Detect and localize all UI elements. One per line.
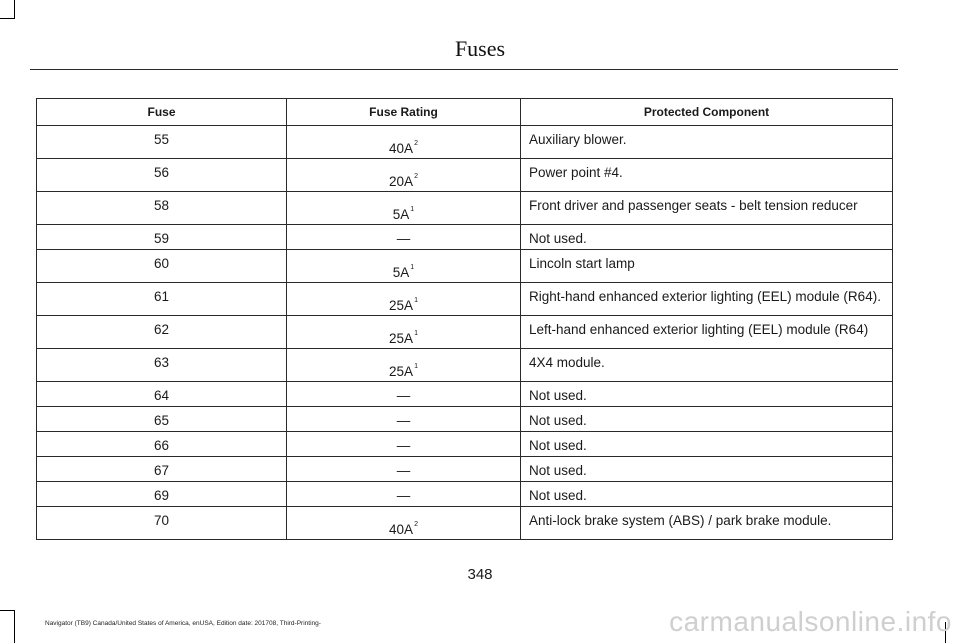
fuse-number: 63 — [153, 355, 170, 370]
table-row — [37, 482, 893, 507]
table-row — [37, 250, 893, 283]
protected-component-cell — [521, 126, 893, 159]
protected-component-cell — [521, 382, 893, 407]
fuse-number-cell — [37, 382, 287, 407]
fuse-number: 59 — [153, 231, 170, 246]
protected-component-cell — [521, 283, 893, 316]
fuse-number: 64 — [153, 388, 170, 403]
fuse-rating-cell — [287, 432, 521, 457]
table-row — [37, 283, 893, 316]
fuse-rating-cell — [287, 457, 521, 482]
column-header-protected-component: Protected Component — [521, 99, 893, 126]
table-row — [37, 225, 893, 250]
footnote-marker: 1 — [410, 206, 415, 213]
table-row — [37, 432, 893, 457]
fuse-number: 65 — [153, 413, 170, 428]
fuse-number: 62 — [153, 322, 170, 337]
fuse-rating-cell — [287, 382, 521, 407]
fuse-rating: — — [396, 231, 411, 246]
fuse-number-cell — [37, 432, 287, 457]
fuse-rating: 5A — [392, 207, 410, 222]
protected-component: Not used. — [529, 488, 587, 503]
column-header-fuse: Fuse — [37, 99, 287, 126]
protected-component: Not used. — [529, 463, 587, 478]
fuse-number: 58 — [153, 198, 170, 213]
fuse-rating-cell — [287, 225, 521, 250]
fuse-rating-cell — [287, 283, 521, 316]
footnote-marker: 1 — [414, 363, 418, 370]
table-row — [37, 507, 893, 540]
fuse-number: 60 — [153, 256, 170, 271]
protected-component: Not used. — [529, 388, 587, 403]
footnote-marker: 2 — [414, 173, 418, 180]
crop-mark-bottom-left-v — [14, 610, 15, 643]
fuse-rating-cell — [287, 507, 521, 540]
protected-component: Lincoln start lamp — [529, 256, 635, 271]
protected-component-cell — [521, 507, 893, 540]
protected-component: Left-hand enhanced exterior lighting (EEL) module (R64) — [529, 322, 869, 337]
table-row — [37, 349, 893, 382]
table-header-row — [37, 99, 893, 126]
fuse-rating: — — [396, 488, 411, 503]
protected-component-cell — [521, 349, 893, 382]
fuse-rating-cell — [287, 250, 521, 283]
protected-component: Front driver and passenger seats - belt tension reducer — [529, 198, 858, 213]
table-row — [37, 126, 893, 159]
fuse-rating: 25A — [389, 331, 414, 346]
fuse-number-cell — [37, 283, 287, 316]
title-divider — [30, 69, 898, 70]
table-row — [37, 382, 893, 407]
fuse-number: 61 — [153, 289, 170, 304]
protected-component: Auxiliary blower. — [529, 132, 627, 147]
fuse-rating-cell — [287, 349, 521, 382]
footnote-marker: 2 — [414, 521, 418, 528]
crop-mark-top-left-v — [14, 0, 15, 18]
fuse-number: 66 — [153, 438, 170, 453]
fuse-number-cell — [37, 192, 287, 225]
fuse-rating: — — [396, 388, 411, 403]
fuse-number-cell — [37, 250, 287, 283]
page-number: 348 — [467, 566, 493, 583]
fuse-number-cell — [37, 159, 287, 192]
fuse-rating: — — [396, 438, 411, 453]
fuse-number-cell — [37, 126, 287, 159]
fuse-number: 70 — [153, 513, 170, 528]
fuse-table — [36, 98, 893, 540]
protected-component: Anti-lock brake system (ABS) / park brake module. — [529, 513, 832, 528]
footnote-marker: 2 — [414, 140, 418, 147]
fuse-number: 56 — [153, 165, 170, 180]
protected-component-cell — [521, 250, 893, 283]
protected-component: 4X4 module. — [529, 355, 605, 370]
fuse-rating: 40A — [389, 141, 414, 156]
table-row — [37, 159, 893, 192]
fuse-number-cell — [37, 507, 287, 540]
fuse-table-body — [37, 126, 893, 540]
crop-mark-bottom-left-h — [0, 610, 15, 611]
fuse-number-cell — [37, 225, 287, 250]
protected-component: Not used. — [529, 438, 587, 453]
protected-component-cell — [521, 482, 893, 507]
protected-component: Right-hand enhanced exterior lighting (EEL) module (R64). — [529, 289, 881, 304]
fuse-number: 69 — [153, 488, 170, 503]
protected-component: Not used. — [529, 413, 587, 428]
fuse-rating-cell — [287, 407, 521, 432]
fuse-rating: 40A — [389, 522, 414, 537]
watermark: carmanualsonline.info — [669, 606, 952, 637]
protected-component-cell — [521, 316, 893, 349]
protected-component-cell — [521, 457, 893, 482]
fuse-number-cell — [37, 457, 287, 482]
protected-component-cell — [521, 192, 893, 225]
page-title: Fuses — [454, 36, 506, 61]
table-row — [37, 457, 893, 482]
fuse-number: 67 — [153, 463, 170, 478]
fuse-rating-cell — [287, 159, 521, 192]
footnote-marker: 1 — [410, 264, 415, 271]
fuse-number: 55 — [153, 132, 170, 147]
fuse-rating: 20A — [389, 174, 414, 189]
protected-component-cell — [521, 432, 893, 457]
crop-mark-top-left-h — [0, 18, 15, 19]
fuse-number-cell — [37, 349, 287, 382]
protected-component: Not used. — [529, 231, 587, 246]
table-row — [37, 316, 893, 349]
fuse-rating: — — [396, 463, 411, 478]
fuse-number-cell — [37, 407, 287, 432]
table-row — [37, 407, 893, 432]
protected-component: Power point #4. — [529, 165, 623, 180]
fuse-number-cell — [37, 316, 287, 349]
protected-component-cell — [521, 225, 893, 250]
fuse-rating: 25A — [389, 298, 414, 313]
fuse-rating: 25A — [389, 364, 414, 379]
protected-component-cell — [521, 159, 893, 192]
protected-component-cell — [521, 407, 893, 432]
column-header-fuse-rating: Fuse Rating — [287, 99, 521, 126]
footnote-marker: 1 — [414, 297, 418, 304]
fuse-rating-cell — [287, 192, 521, 225]
fuse-rating: — — [396, 413, 411, 428]
fuse-number-cell — [37, 482, 287, 507]
footnote-marker: 1 — [414, 330, 418, 337]
fuse-rating-cell — [287, 316, 521, 349]
fuse-rating-cell — [287, 126, 521, 159]
footer-edition-text: Navigator (TB9) Canada/United States of America, enUSA, Edition date: 201708, Third-Printing- — [45, 620, 321, 627]
fuse-rating: 5A — [392, 265, 410, 280]
table-row — [37, 192, 893, 225]
fuse-rating-cell — [287, 482, 521, 507]
